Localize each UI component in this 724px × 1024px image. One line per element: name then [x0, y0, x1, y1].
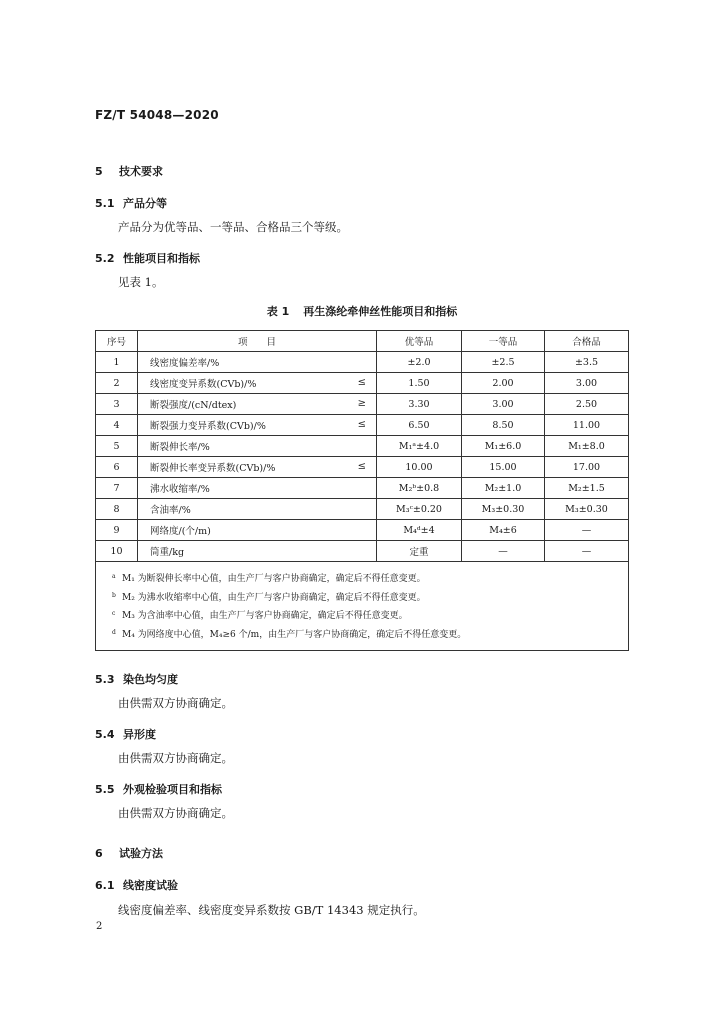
note-text: M₄ 为网络度中心值，M₄≥6 个/m，由生产厂与客户协商确定，确定后不得任意变更。	[122, 629, 467, 640]
first-grade-cell: 3.00	[462, 394, 545, 415]
first-grade-cell: ±2.5	[462, 352, 545, 373]
qualified-grade-cell: —	[545, 541, 629, 562]
item-label: 线密度偏差率/%	[150, 358, 220, 369]
section-5-4-text: 由供需双方协商确定。	[118, 751, 233, 765]
first-grade-cell: M₄±6	[462, 520, 545, 541]
row-number-cell: 8	[96, 499, 138, 520]
item-label: 网络度/(个/m)	[150, 526, 211, 537]
premium-grade-cell: 定重	[377, 541, 462, 562]
section-5-3-text: 由供需双方协商确定。	[118, 696, 233, 710]
first-grade-cell: M₃±0.30	[462, 499, 545, 520]
item-label: 沸水收缩率/%	[150, 484, 210, 495]
item-cell	[138, 352, 377, 373]
item-label: 断裂强度/(cN/dtex)	[150, 400, 237, 411]
header-cell: 优等品	[377, 331, 462, 352]
table-row	[96, 352, 629, 373]
section-6-1-heading: 6.1 线密度试验	[95, 879, 178, 892]
header-cell: 一等品	[462, 331, 545, 352]
section-5-2-heading: 5.2 性能项目和指标	[95, 252, 200, 265]
section-5-4-heading: 5.4 异形度	[95, 728, 156, 741]
item-cell	[138, 520, 377, 541]
qualified-grade-cell: 3.00	[545, 373, 629, 394]
premium-grade-cell: M₂ᵇ±0.8	[377, 478, 462, 499]
comparison-symbol: ≥	[357, 398, 366, 409]
first-grade-cell: M₂±1.0	[462, 478, 545, 499]
table-row	[96, 520, 629, 541]
qualified-grade-cell: M₂±1.5	[545, 478, 629, 499]
header-cell: 合格品	[545, 331, 629, 352]
note-mark: c	[112, 610, 116, 617]
premium-grade-cell: ±2.0	[377, 352, 462, 373]
table-row	[96, 373, 629, 394]
table-row	[96, 478, 629, 499]
table-notes-row	[96, 562, 629, 651]
table-notes	[96, 562, 629, 651]
item-cell	[138, 373, 377, 394]
first-grade-cell: M₁±6.0	[462, 436, 545, 457]
section-5-1-text: 产品分为优等品、一等品、合格品三个等级。	[118, 220, 348, 234]
row-number-cell: 2	[96, 373, 138, 394]
premium-grade-cell: M₁ᵃ±4.0	[377, 436, 462, 457]
item-label: 线密度变异系数(CVb)/%	[150, 379, 257, 390]
table-note	[112, 606, 628, 625]
first-grade-cell: 15.00	[462, 457, 545, 478]
item-label: 断裂强力变异系数(CVb)/%	[150, 421, 266, 432]
note-text: M₁ 为断裂伸长率中心值，由生产厂与客户协商确定，确定后不得任意变更。	[122, 574, 426, 584]
qualified-grade-cell: M₁±8.0	[545, 436, 629, 457]
note-text: M₃ 为含油率中心值，由生产厂与客户协商确定，确定后不得任意变更。	[122, 611, 408, 621]
section-6-heading: 6 试验方法	[95, 847, 163, 860]
section-5-5-heading: 5.5 外观检验项目和指标	[95, 783, 222, 796]
standard-code: FZ/T 54048—2020	[95, 108, 219, 122]
header-cell: 项 目	[138, 331, 377, 352]
spec-table	[95, 330, 629, 651]
table-header-row	[96, 331, 629, 352]
table-row	[96, 394, 629, 415]
premium-grade-cell: 3.30	[377, 394, 462, 415]
qualified-grade-cell: ±3.5	[545, 352, 629, 373]
item-label: 断裂伸长率/%	[150, 442, 210, 453]
table-note	[112, 625, 628, 644]
note-text: M₂ 为沸水收缩率中心值，由生产厂与客户协商确定，确定后不得任意变更。	[122, 592, 426, 603]
premium-grade-cell: M₃ᶜ±0.20	[377, 499, 462, 520]
row-number-cell: 7	[96, 478, 138, 499]
page-number: 2	[96, 921, 103, 932]
item-cell	[138, 394, 377, 415]
note-mark: a	[112, 573, 116, 580]
row-number-cell: 10	[96, 541, 138, 562]
premium-grade-cell: 6.50	[377, 415, 462, 436]
item-label: 含油率/%	[150, 505, 191, 516]
row-number-cell: 9	[96, 520, 138, 541]
first-grade-cell: 2.00	[462, 373, 545, 394]
qualified-grade-cell: 17.00	[545, 457, 629, 478]
qualified-grade-cell: —	[545, 520, 629, 541]
premium-grade-cell: 10.00	[377, 457, 462, 478]
comparison-symbol: ≤	[357, 419, 366, 430]
item-cell	[138, 415, 377, 436]
header-cell: 序号	[96, 331, 138, 352]
table-row	[96, 499, 629, 520]
first-grade-cell: 8.50	[462, 415, 545, 436]
qualified-grade-cell: 2.50	[545, 394, 629, 415]
item-label: 断裂伸长率变异系数(CVb)/%	[150, 463, 276, 474]
item-cell	[138, 457, 377, 478]
section-5-heading: 5 技术要求	[95, 165, 163, 178]
item-label: 筒重/kg	[150, 547, 185, 558]
row-number-cell: 5	[96, 436, 138, 457]
section-6-1-text: 线密度偏差率、线密度变异系数按 GB/T 14343 规定执行。	[118, 903, 425, 917]
item-cell	[138, 541, 377, 562]
row-number-cell: 6	[96, 457, 138, 478]
table-row	[96, 415, 629, 436]
item-cell	[138, 436, 377, 457]
table-row	[96, 436, 629, 457]
row-number-cell: 1	[96, 352, 138, 373]
table-row	[96, 457, 629, 478]
qualified-grade-cell: 11.00	[545, 415, 629, 436]
section-5-3-heading: 5.3 染色均匀度	[95, 673, 178, 686]
table-title: 表 1 再生涤纶牵伸丝性能项目和指标	[266, 305, 458, 318]
section-5-1-heading: 5.1 产品分等	[95, 197, 167, 210]
item-cell	[138, 478, 377, 499]
comparison-symbol: ≤	[357, 377, 366, 388]
first-grade-cell: —	[462, 541, 545, 562]
section-5-5-text: 由供需双方协商确定。	[118, 806, 233, 820]
row-number-cell: 3	[96, 394, 138, 415]
row-number-cell: 4	[96, 415, 138, 436]
premium-grade-cell: 1.50	[377, 373, 462, 394]
note-mark: b	[112, 591, 116, 599]
premium-grade-cell: M₄ᵈ±4	[377, 520, 462, 541]
note-mark: d	[112, 628, 116, 636]
table-note	[112, 569, 628, 588]
comparison-symbol: ≤	[357, 461, 366, 472]
table-note	[112, 588, 628, 607]
qualified-grade-cell: M₃±0.30	[545, 499, 629, 520]
item-cell	[138, 499, 377, 520]
section-5-2-text: 见表 1。	[118, 275, 164, 289]
table-row	[96, 541, 629, 562]
